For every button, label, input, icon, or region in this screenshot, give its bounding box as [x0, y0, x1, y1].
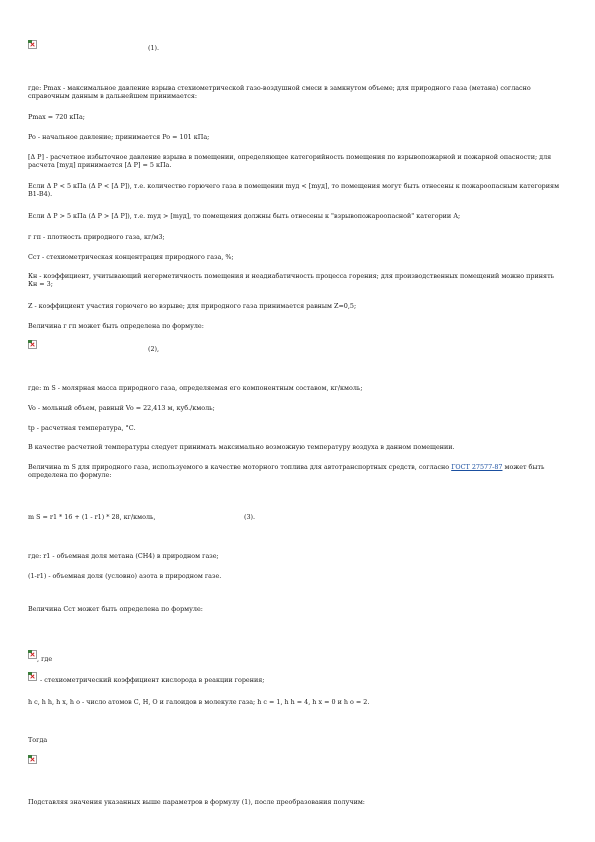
- broken-image-icon: [28, 340, 37, 349]
- paragraph-pmax-value: Pmax = 720 кПа;: [28, 113, 85, 121]
- paragraph-z-coefficient: Z - коэффициент участия горючего во взрыве; для природного газа принимается равным Z=0,5;: [28, 302, 357, 310]
- gost-text-after: может быть определена по формуле:: [28, 463, 545, 480]
- broken-image-icon: [28, 755, 37, 764]
- formula-1-number: (1).: [148, 44, 160, 52]
- paragraph-po-definition: Po - начальное давление; принимается Po = 101 кПа;: [28, 133, 210, 141]
- formula-3-number: (3).: [244, 513, 256, 521]
- formula-2-number: (2),: [148, 345, 160, 353]
- broken-image-icon: [28, 40, 37, 49]
- formula-cst-where: , где: [37, 655, 53, 663]
- paragraph-design-temperature: tp - расчетная температура, °С.: [28, 424, 136, 432]
- paragraph-molar-mass-gost: [28, 463, 565, 480]
- paragraph-delta-p-less: Если Δ P < 5 кПа (Δ P < [Δ P]), т.е. количество горючего газа в помещении mуд < [mуд], то помещения могут быть отнесены к пожароопасным категориям В1-В4).: [28, 182, 560, 199]
- gost-text-before: Величина m S для природного газа, используемого в качестве моторного топлива для автотранспортных средств, согласно: [28, 463, 452, 471]
- paragraph-temperature-note: В качестве расчетной температуры следует принимать максимально возможную температуру воздуха в данном помещении.: [28, 443, 455, 451]
- paragraph-substitution: Подставляя значения указанных выше параметров в формулу (1), после преобразования получим:: [28, 798, 365, 806]
- paragraph-delta-p-definition: [Δ P] - расчетное избыточное давление взрыва в помещении, определяющее категорийность помещения по взрывопожарной и пожарной опасности; для расчета [mуд] принимается [Δ P] = 5 кПа.: [28, 153, 552, 170]
- paragraph-molar-volume: Vo - мольный объем, равный Vo = 22,413 м, куб./кмоль;: [28, 404, 215, 412]
- paragraph-methane-fraction: где: r1 - объемная доля метана (СН4) в природном газе;: [28, 552, 219, 560]
- formula-3-text: m S = r1 * 16 + (1 - r1) * 28, кг/кмоль,: [28, 513, 156, 521]
- paragraph-atom-counts: h c, h h, h x, h o - число атомов С, Н, О и галоидов в молекуле газа; h c = 1, h h = 4, h x = 0 и h o = 2.: [28, 698, 370, 706]
- paragraph-stoich-formula-intro: Величина Сст может быть определена по формуле:: [28, 605, 203, 613]
- broken-image-icon: [28, 672, 37, 681]
- paragraph-pmax-definition: где: Pmax - максимальное давление взрыва стехиометрической газо-воздушной смеси в замкнутом объеме; для природного газа (метана) согласно справочным данным в дальнейшем принимается:: [28, 84, 531, 101]
- paragraph-molar-mass: где: m S - молярная масса природного газа, определяемая его компонентным составом, кг/кмоль;: [28, 384, 363, 392]
- paragraph-kn-coefficient: Кн - коэффициент, учитывающий негерметичность помещения и неадиабатичность процесса горения; для производственных помещений можно принять Кн = 3;: [28, 272, 555, 289]
- paragraph-stoich-concentration: Сст - стехиометрическая концентрация природного газа, %;: [28, 253, 234, 261]
- paragraph-delta-p-greater: Если Δ P > 5 кПа (Δ P > [Δ P]), т.е. mуд > [mуд], то помещения должны быть отнесены к "взрывопожароопасной" категории А;: [28, 212, 461, 220]
- paragraph-gas-density: г гп - плотность природного газа, кг/м3;: [28, 233, 165, 241]
- broken-image-icon: [28, 650, 37, 659]
- paragraph-oxygen-coefficient: - стехиометрический коэффициент кислорода в реакции горения;: [40, 676, 265, 684]
- paragraph-nitrogen-fraction: (1-r1) - объемная доля (условно) азота в природном газе.: [28, 572, 222, 580]
- formula-3: [28, 513, 565, 521]
- paragraph-density-formula-intro: Величина г гп может быть определена по формуле:: [28, 322, 204, 330]
- gost-link[interactable]: ГОСТ 27577-87: [451, 463, 503, 471]
- paragraph-then: Тогда: [28, 736, 48, 744]
